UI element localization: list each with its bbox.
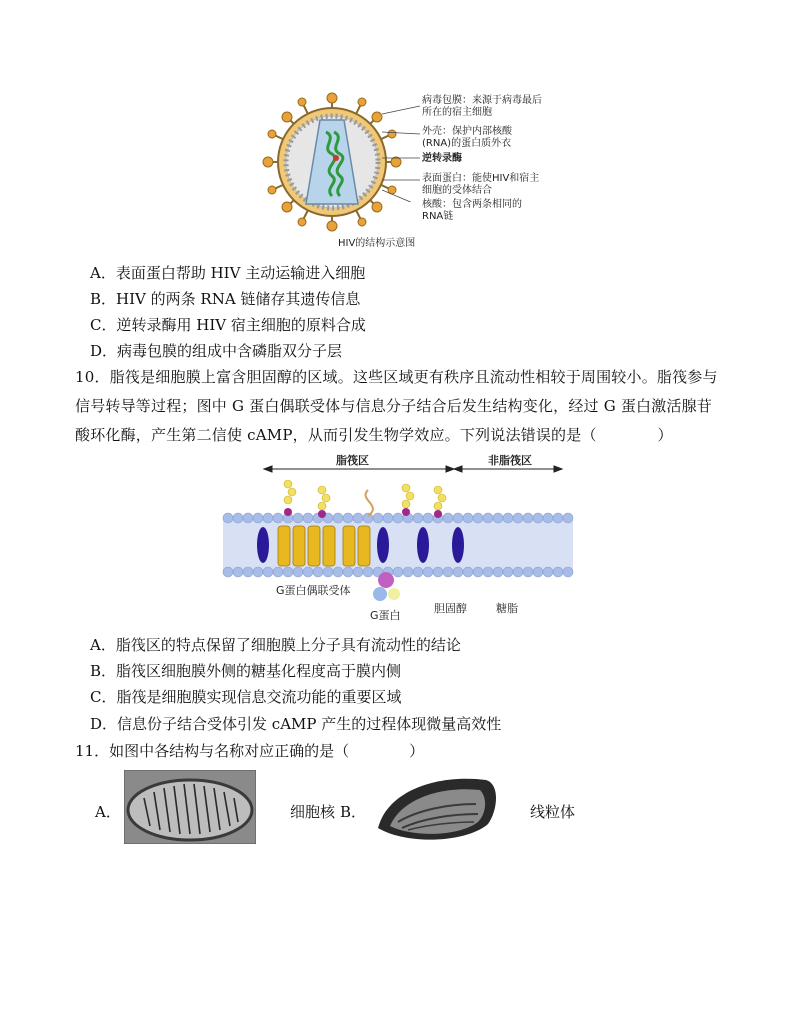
raft-region-label: 脂筏区 — [336, 454, 369, 467]
q11-b-name: 线粒体 — [530, 803, 576, 821]
q9-option-c: C．逆转录酶用 HIV 宿主细胞的原料合成 — [90, 316, 366, 334]
hiv-label-nucleic-acid: 核酸：包含两条相同的RNA链 — [422, 199, 522, 222]
membrane-diagram — [218, 450, 578, 620]
glycolipid-label: 糖脂 — [496, 602, 518, 615]
lipid-raft-figure — [218, 450, 578, 620]
g-protein-label: G蛋白 — [370, 609, 401, 622]
q11-stem: 11．如图中各结构与名称对应正确的是（ ） — [75, 742, 425, 760]
q11-b-letter: B． — [340, 803, 367, 821]
q10-option-c: C．脂筏是细胞膜实现信息交流功能的重要区域 — [90, 688, 402, 706]
q9-option-a: A．表面蛋白帮助 HIV 主动运输进入细胞 — [90, 264, 366, 282]
nonraft-region-label: 非脂筏区 — [488, 454, 532, 467]
hiv-label-surface-protein: 表面蛋白：能使HIV和宿主细胞的受体结合 — [422, 173, 540, 196]
q9-option-d: D．病毒包膜的组成中含磷脂双分子层 — [90, 342, 343, 360]
q9-option-b: B．HIV 的两条 RNA 链储存其遗传信息 — [90, 290, 361, 308]
q11-a-micrograph — [124, 770, 256, 844]
hiv-structure-diagram — [262, 92, 402, 232]
q11-b-micrograph — [368, 770, 500, 844]
q10-option-b: B．脂筏区细胞膜外侧的糖基化程度高于膜内侧 — [90, 662, 402, 680]
q11-a-letter: A． — [95, 803, 121, 821]
q10-option-d: D．信息份子结合受体引发 cAMP 产生的过程体现微量高效性 — [90, 715, 502, 733]
hiv-figure-caption: HIV的结构示意图 — [338, 238, 416, 249]
hiv-label-reverse-transcriptase: 逆转录酶 — [422, 153, 462, 164]
q11-a-name: 细胞核 — [290, 803, 336, 821]
hiv-label-capsid: 外壳：保护内部核酸(RNA)的蛋白质外衣 — [422, 126, 512, 149]
gpcr-label: G蛋白偶联受体 — [276, 584, 351, 597]
q10-stem: 10．脂筏是细胞膜上富含胆固醇的区域。这些区域更有秩序且流动性相较于周围较小。脂筏参与信号转导等过程；图中 G 蛋白偶联受体与信息分子结合后发生结构变化，经过 G 蛋白激活腺苷酸环化酶，产生第二信使 cAMP，从而引发生物学效应。下列说法错误的是（ ） — [75, 368, 718, 444]
hiv-figure — [262, 92, 562, 257]
hiv-label-envelope: 病毒包膜：来源于病毒最后所在的宿主细胞 — [422, 95, 542, 118]
cholesterol-label: 胆固醇 — [434, 602, 467, 615]
q10-option-a: A．脂筏区的特点保留了细胞膜上分子具有流动性的结论 — [90, 636, 461, 654]
